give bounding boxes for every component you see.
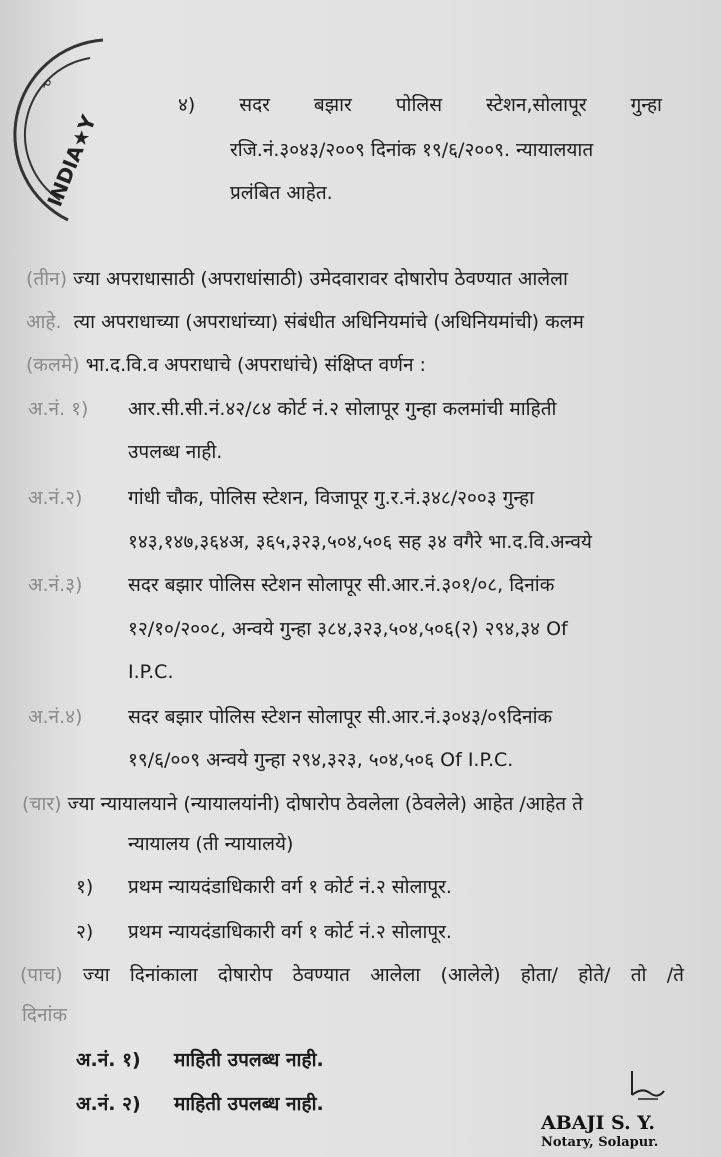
entry-line: १९/६/००९ अन्वये गुन्हा २९४,३२३, ५०४,५०६ Of I.P.C. (128, 749, 514, 771)
section-teen-line2: आहे. त्या अपराधाच्या (अपराधांच्या) संबंधीत अधिनियमांचे (अधिनियमांची) कलम (26, 311, 584, 333)
pach-item-label: अ.नं. २) (76, 1093, 141, 1115)
entry-line: १२/१०/२००८, अन्वये गुन्हा ३८४,३२३,५०४,५०६(२) २९४,३४ Of (128, 618, 568, 640)
court-item-text: प्रथम न्यायदंडाधिकारी वर्ग १ कोर्ट नं.२ सोलापूर. (128, 876, 452, 898)
item4-line1: ४) सदर बझार पोलिस स्टेशन,सोलापूर गुन्हा (178, 94, 662, 116)
entry-line: १४३,१४७,३६४अ, ३६५,३२३,५०४,५०६ सह ३४ वगैरे भा.द.वि.अन्वये (128, 531, 592, 553)
court-item-label: २) (76, 921, 94, 943)
entry-label: अ.नं.४) (28, 706, 83, 728)
entry-label: अ.नं. १) (28, 398, 89, 420)
section-marker: (तीन) (26, 268, 68, 290)
entry-line: आर.सी.सी.नं.४२/८४ कोर्ट नं.२ सोलापूर गुन्हा कलमांची माहिती (128, 398, 557, 420)
notary-seal-icon (8, 30, 128, 230)
section-pach-line1: (पाच) ज्या दिनांकाला दोषारोप ठेवण्यात आलेला (आलेले) होता/ होते/ तो /ते (20, 964, 684, 986)
entry-line: उपलब्ध नाही. (128, 441, 223, 463)
section-char-line1: (चार) ज्या न्यायालयाने (न्यायालयांनी) दोषारोप ठेवलेला (ठेवलेले) आहेत /आहेत ते (22, 793, 584, 815)
signature-icon (618, 1065, 668, 1105)
section-char-line2: न्यायालय (ती न्यायालये) (128, 833, 294, 855)
pach-item-label: अ.नं. १) (76, 1049, 141, 1071)
section-pach-line2: दिनांक (22, 1004, 68, 1026)
svg-text:INDIA★Y: INDIA★Y (42, 111, 101, 210)
section-marker: (पाच) (20, 964, 63, 986)
entry-line: गांधी चौक, पोलिस स्टेशन, विजापूर गु.र.नं.३४८/२००३ गुन्हा (128, 487, 535, 509)
notary-name: ABAJI S. Y. (541, 1112, 656, 1134)
court-item-label: १) (76, 876, 94, 898)
entry-line: सदर बझार पोलिस स्टेशन सोलापूर सी.आर.नं.३०१/०८, दिनांक (128, 574, 555, 596)
item4-line2: रजि.नं.३०४३/२००९ दिनांक १९/६/२००९. न्यायालयात (230, 139, 594, 161)
entry-label: अ.नं.२) (28, 487, 83, 509)
entry-label: अ.नं.३) (28, 574, 83, 596)
entry-line: सदर बझार पोलिस स्टेशन सोलापूर सी.आर.नं.३०४३/०९दिनांक (128, 706, 553, 728)
item4-line3: प्रलंबित आहेत. (230, 182, 333, 204)
pach-item-text: माहिती उपलब्ध नाही. (174, 1093, 324, 1115)
section-marker: (चार) (22, 793, 62, 815)
section-teen-line3: (कलमे) भा.द.वि.व अपराधाचे (अपराधांचे) संक्षिप्त वर्णन : (26, 354, 426, 376)
svg-text:ᓀ: ᓀ (37, 76, 55, 92)
entry-line: I.P.C. (128, 661, 174, 683)
pach-item-text: माहिती उपलब्ध नाही. (174, 1049, 324, 1071)
court-item-text: प्रथम न्यायदंडाधिकारी वर्ग १ कोर्ट नं.२ सोलापूर. (128, 921, 452, 943)
notary-place: Notary, Solapur. (541, 1135, 659, 1150)
section-teen-line1: (तीन) ज्या अपराधासाठी (अपराधांसाठी) उमेदवारावर दोषारोप ठेवण्यात आलेला (26, 268, 568, 290)
